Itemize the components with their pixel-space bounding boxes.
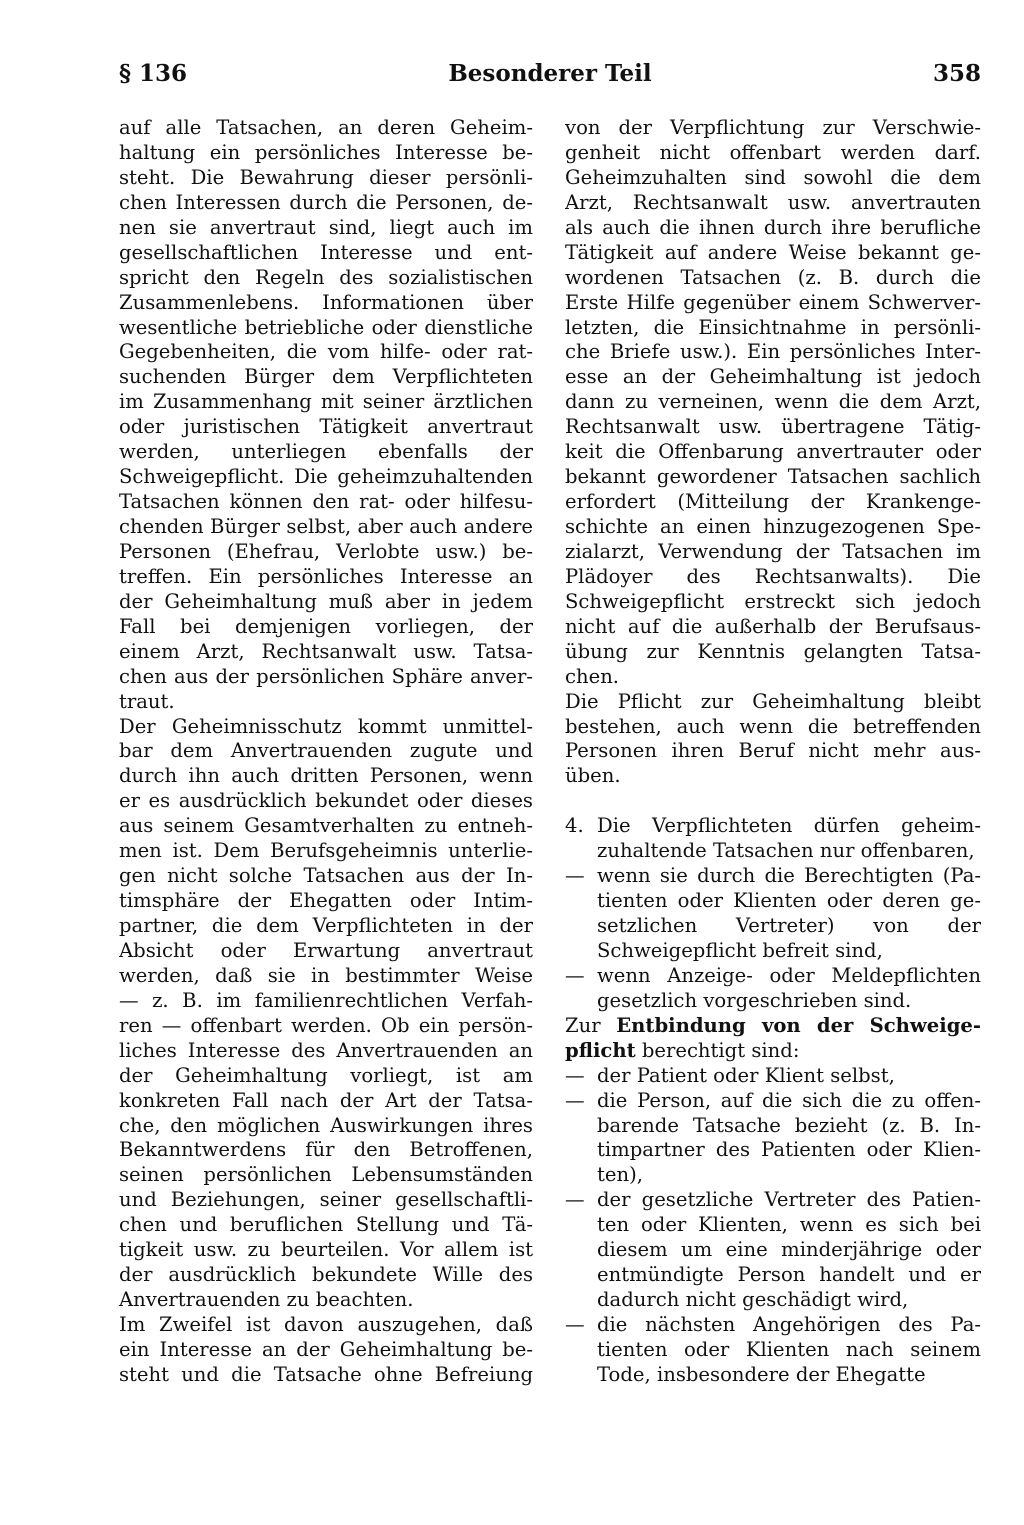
text-line: treffen. Ein persönliches Interesse an: [119, 564, 533, 588]
text-line: Erste Hilfe gegenüber einem Schwerver-: [565, 290, 981, 314]
text-line: Die Pflicht zur Geheimhaltung bleibt: [565, 689, 981, 713]
text-line: Arzt, Rechtsanwalt usw. anvertrauten: [565, 190, 981, 214]
text-line: der Geheimhaltung vorliegt, ist am: [119, 1063, 533, 1087]
text-line: Im Zweifel ist davon auszugehen, daß: [119, 1313, 533, 1336]
paragraph-gap: [565, 789, 981, 814]
text-line: Schweigepflicht erstreckt sich jedoch: [565, 589, 981, 613]
text-line: entmündigte Person handelt und er: [597, 1263, 981, 1287]
list-item: [565, 864, 981, 964]
text-line: tienten oder Klienten oder deren ge-: [597, 889, 981, 913]
text-line: bekannt gewordener Tatsachen sachlich: [565, 465, 981, 489]
list-item: [565, 964, 981, 1014]
list-item-text: [597, 1313, 981, 1388]
text-line: steht und die Tatsache ohne Befreiung: [119, 1362, 533, 1386]
entbindung-suffix: berechtigt sind:: [635, 1038, 800, 1062]
text-line: die Person, auf die sich die zu offen-: [597, 1088, 981, 1112]
text-line: nen sie anvertraut sind, liegt auch im: [119, 215, 533, 239]
text-line: chenden Bürger selbst, aber auch andere: [119, 515, 533, 538]
list-item: [565, 1188, 981, 1313]
text-line: nicht auf die außerhalb der Berufsaus-: [565, 614, 981, 638]
dash-bullet: —: [565, 864, 585, 888]
paragraph-confidential-facts: [565, 116, 981, 690]
text-line: barende Tatsache bezieht (z. B. In-: [597, 1113, 981, 1137]
text-line: zialarzt, Verwendung der Tatsachen im: [565, 539, 981, 563]
text-line: wenn Anzeige- oder Meldepflichten: [597, 963, 981, 987]
text-line: keit die Offenbarung anvertrauter oder: [565, 440, 981, 464]
text-line: er es ausdrücklich bekundet oder dieses: [119, 789, 533, 813]
entbindung-prefix: Zur: [565, 1013, 617, 1037]
text-line: genheit nicht offenbart werden darf.: [565, 140, 981, 164]
text-line: Geheimzuhalten sind sowohl die dem: [565, 165, 981, 189]
list-item-text: [597, 1188, 981, 1313]
text-line: chen.: [565, 664, 620, 688]
list-item-text: [597, 964, 981, 1014]
text-line: üben.: [565, 764, 621, 788]
text-line: schichte an einen hinzugezogenen Spe-: [565, 515, 981, 538]
text-line: Anvertrauenden zu beachten.: [119, 1288, 414, 1312]
list-item: [565, 1064, 981, 1089]
text-line: aus seinem Gesamtverhalten zu entneh-: [119, 814, 533, 838]
text-line: esse an der Geheimhaltung ist jedoch: [565, 365, 981, 389]
text-line: diesem um eine minderjährige oder: [597, 1238, 981, 1262]
list-item-text: [597, 1064, 981, 1089]
text-line: Die Verpflichteten dürfen geheim-: [597, 814, 981, 838]
text-line: wesentliche betriebliche oder dienstliche: [119, 315, 533, 339]
text-line: gesellschaftlichen Interesse und ent-: [119, 240, 533, 264]
text-line: gen nicht solche Tatsachen aus der In-: [119, 864, 533, 888]
section-4-intro: [565, 814, 981, 864]
text-line: liches Interesse des Anvertrauenden an: [119, 1038, 533, 1062]
list-item-text: [597, 1089, 981, 1189]
text-line: zuhaltende Tatsachen nur offenbaren,: [597, 839, 975, 863]
text-line: von der Verpflichtung zur Verschwie-: [565, 116, 981, 139]
text-line: dann zu verneinen, wenn die dem Arzt,: [565, 390, 981, 414]
text-line: chen und beruflichen Stellung und Tä-: [119, 1213, 533, 1237]
paragraph-duty-persists: [565, 690, 981, 790]
text-line: tienten oder Klienten nach seinem: [597, 1337, 981, 1361]
text-line: Tode, insbesondere der Ehegatte: [597, 1362, 926, 1386]
dash-bullet: —: [565, 963, 585, 987]
running-title: Besonderer Teil: [448, 60, 652, 87]
text-line: und Beziehungen, seiner gesellschaftli-: [119, 1188, 533, 1212]
text-line: Schweigepflicht. Die geheimzuhaltenden: [119, 465, 533, 489]
text-line: suchenden Bürger dem Verpflichteten: [119, 365, 533, 389]
section-4-list: [565, 864, 981, 1014]
text-line: wordenen Tatsachen (z. B. durch die: [565, 265, 981, 289]
text-line: setzlichen Vertreter) von der: [597, 914, 981, 937]
text-line: timsphäre der Ehegatten oder Intim-: [119, 889, 533, 913]
text-line: che Briefe usw.). Ein persönliches Inter-: [565, 340, 981, 364]
text-line: als auch die ihnen durch ihre berufliche: [565, 215, 981, 239]
entbindung-list: [565, 1064, 981, 1388]
right-column: [565, 116, 981, 1388]
text-line: der gesetzliche Vertreter des Patien-: [597, 1188, 981, 1212]
text-line: bar dem Anvertrauenden zugute und: [119, 739, 533, 763]
text-line: Rechtsanwalt usw. übertragene Tätig-: [565, 415, 981, 439]
entbindung-bold-term-end: pflicht: [565, 1038, 636, 1062]
text-line: partner, die dem Verpflichteten in der: [119, 914, 533, 937]
page-number: 358: [932, 60, 981, 87]
text-line: Tätigkeit auf andere Weise bekannt ge-: [565, 240, 981, 264]
text-line: auf alle Tatsachen, an deren Geheim-: [119, 116, 533, 139]
text-line: wenn sie durch die Berechtigten (Pa-: [597, 864, 981, 888]
text-line: letzten, die Einsichtnahme in persönli-: [565, 315, 981, 339]
text-line: Zusammenlebens. Informationen über: [119, 290, 533, 314]
text-line: erfordert (Mitteilung der Krankenge-: [565, 490, 981, 514]
text-line: Absicht oder Erwartung anvertraut: [119, 938, 533, 962]
text-line: übung zur Kenntnis gelangten Tatsa-: [565, 639, 981, 663]
text-line: haltung ein persönliches Interesse be-: [119, 140, 533, 164]
text-line: men ist. Dem Berufsgeheimnis unterlie-: [119, 839, 533, 863]
text-line: seinen persönlichen Lebensumständen: [119, 1163, 533, 1187]
dash-bullet: —: [565, 1063, 585, 1087]
text-line: traut.: [119, 689, 175, 713]
text-line: der Patient oder Klient selbst,: [597, 1063, 895, 1087]
text-line: ten),: [597, 1163, 643, 1187]
page-header: [119, 60, 981, 100]
entbindung-bold-term: Entbindung von der Schweige-: [616, 1013, 981, 1037]
text-line: einem Arzt, Rechtsanwalt usw. Tatsa-: [119, 639, 533, 663]
entbindung-heading-line2: [565, 1039, 981, 1064]
list-item: [565, 1089, 981, 1189]
text-line: im Zusammenhang mit seiner ärztlichen: [119, 390, 533, 414]
text-line: Fall bei demjenigen vorliegen, der: [119, 614, 533, 638]
list-item: [565, 1313, 981, 1388]
text-line: Bekanntwerdens für den Betroffenen,: [119, 1138, 533, 1162]
section-4-number: 4.: [565, 814, 584, 838]
text-line: der ausdrücklich bekundete Wille des: [119, 1263, 533, 1287]
section-number: § 136: [119, 60, 188, 87]
text-line: chen Interessen durch die Personen, de-: [119, 190, 533, 214]
text-line: der Geheimhaltung muß aber in jedem: [119, 589, 533, 613]
text-line: Personen ihren Beruf nicht mehr aus-: [565, 739, 981, 763]
entbindung-heading-line1: [565, 1014, 981, 1039]
text-line: che, den möglichen Auswirkungen ihres: [119, 1113, 533, 1137]
text-line: Der Geheimnisschutz kommt unmittel-: [119, 714, 533, 738]
text-line: werden, daß sie in bestimmter Weise: [119, 963, 533, 987]
section-4-intro-text: [597, 814, 981, 864]
text-line: ten oder Klienten, wenn es sich bei: [597, 1213, 981, 1237]
section-4: [565, 814, 981, 1014]
text-line: Gegebenheiten, die vom hilfe- oder rat-: [119, 340, 533, 364]
text-line: bestehen, auch wenn die betreffenden: [565, 714, 981, 738]
list-item-text: [597, 864, 981, 964]
text-line: Plädoyer des Rechtsanwalts). Die: [565, 564, 981, 588]
text-line: konkreten Fall nach der Art der Tatsa-: [119, 1088, 533, 1112]
text-line: tigkeit usw. zu beurteilen. Vor allem ist: [119, 1238, 533, 1262]
text-line: durch ihn auch dritten Personen, wenn: [119, 764, 533, 788]
dash-bullet: —: [565, 1313, 585, 1337]
text-line: dadurch nicht geschädigt wird,: [597, 1288, 909, 1312]
text-line: chen aus der persönlichen Sphäre anver-: [119, 664, 533, 688]
text-line: ren — offenbart werden. Ob ein persön-: [119, 1013, 533, 1037]
dash-bullet: —: [565, 1088, 585, 1112]
text-line: oder juristischen Tätigkeit anvertraut: [119, 415, 533, 439]
text-line: die nächsten Angehörigen des Pa-: [597, 1313, 981, 1337]
text-line: timpartner des Patienten oder Klien-: [597, 1138, 981, 1162]
left-column: [119, 116, 533, 1388]
text-line: — z. B. im familienrechtlichen Verfah-: [119, 988, 533, 1012]
text-line: Personen (Ehefrau, Verlobte usw.) be-: [119, 539, 533, 563]
text-line: steht. Die Bewahrung dieser persönli-: [119, 165, 533, 189]
text-line: werden, unterliegen ebenfalls der: [119, 440, 533, 464]
dash-bullet: —: [565, 1188, 585, 1212]
text-line: Tatsachen können den rat- oder hilfesu-: [119, 490, 533, 514]
text-line: ein Interesse an der Geheimhaltung be-: [119, 1337, 533, 1361]
text-line: gesetzlich vorgeschrieben sind.: [597, 988, 912, 1012]
text-line: spricht den Regeln des sozialistischen: [119, 265, 533, 289]
text-line: Schweigepflicht befreit sind,: [597, 938, 883, 962]
